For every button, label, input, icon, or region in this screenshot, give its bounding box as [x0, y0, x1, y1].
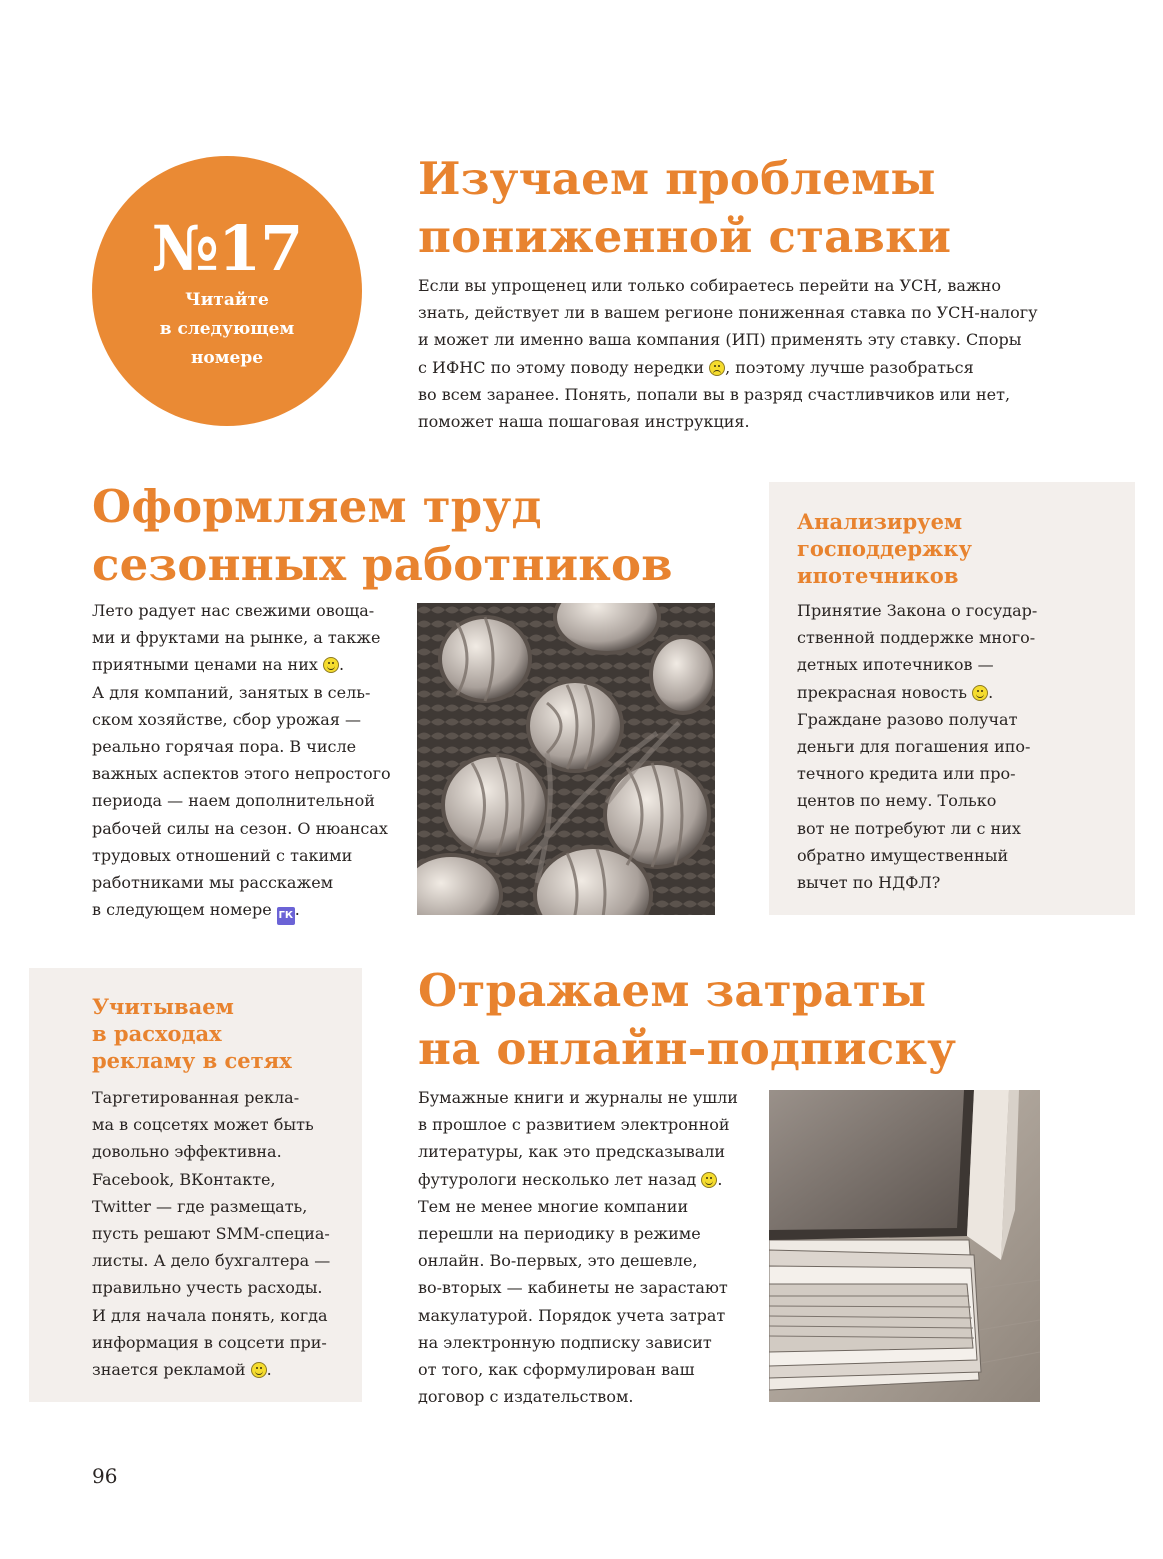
article4-box — [29, 968, 362, 1402]
article1-text: Если вы упрощенец или только собираетесь перейти на УСН, важно знать, действует ли в вашем регионе пониженная ставка по УСН-налогу и может ли именно ваша компания (ИП) применять эту ставку. Споры с ИФНС по этому поводу нередки , поэтому лучше разобраться во всем заранее. Понять, попали вы в разряд счастливчиков или нет, поможет наша пошаговая инструкция. — [418, 276, 1038, 432]
tablet-papers-photo — [769, 1090, 1040, 1402]
smile-icon — [972, 685, 988, 701]
smile-icon — [701, 1172, 717, 1188]
article5-title: Отражаем затраты на онлайн-подписку — [418, 964, 957, 1075]
article3-text: Принятие Закона о государ- ственной поддержке много- детных ипотечников — прекрасная новость . Граждане разово получат деньги для погашения ипо- течного кредита или про- центов по нему. Только вот не потребуют ли с них обратно имущественный вычет по НДФЛ? — [797, 601, 1038, 893]
article3-title: Анализируем господдержку ипотечников — [797, 509, 972, 588]
issue-number: №17 — [151, 212, 303, 285]
gk-logo-icon: ГК — [277, 907, 295, 925]
article1-title: Изучаем проблемы пониженной ставки — [418, 152, 952, 263]
page-number: 96 — [92, 1464, 118, 1488]
watermelons-photo — [417, 603, 715, 915]
article5-text: Бумажные книги и журналы не ушли в прошлое с развитием электронной литературы, как это предсказывали футурологи несколько лет назад . Тем не менее многие компании перешли на периодику в режиме онлайн. Во-первых, это дешевле, во-вторых — кабинеты не зарастают макулатурой. Порядок учета затрат на электронную подписку зависит от того, как сформулирован ваш договор с издательством. — [418, 1088, 738, 1407]
sad-icon — [709, 360, 725, 376]
article2-title: Оформляем труд сезонных работников — [92, 480, 673, 591]
smile-icon — [323, 657, 339, 673]
issue-badge — [92, 156, 362, 426]
article4-text: Таргетированная рекла- ма в соцсетях может быть довольно эффективна. Facebook, ВКонтакте, Twitter — где размещать, пусть решают SMM-специа- листы. А дело бухгалтера — правильно учесть расходы. И для начала понять, когда информация в соцсети при- знается рекламой . — [92, 1088, 331, 1380]
smile-icon — [251, 1362, 267, 1378]
article3-box — [769, 482, 1135, 915]
article2-text: Лето радует нас свежими овоща- ми и фруктами на рынке, а также приятными ценами на них . А для компаний, занятых в сель- ском хозяйстве, сбор урожая — реально горячая пора. В числе важных аспектов этого непростого периода — наем дополнительной рабочей силы на сезон. О нюансах трудовых отношений с такими работниками мы расскажем в следующем номере ГК . — [92, 597, 402, 925]
article4-title: Учитываем в расходах рекламу в сетях — [92, 994, 292, 1073]
badge-caption: Читайте в следующем номере — [159, 290, 295, 368]
